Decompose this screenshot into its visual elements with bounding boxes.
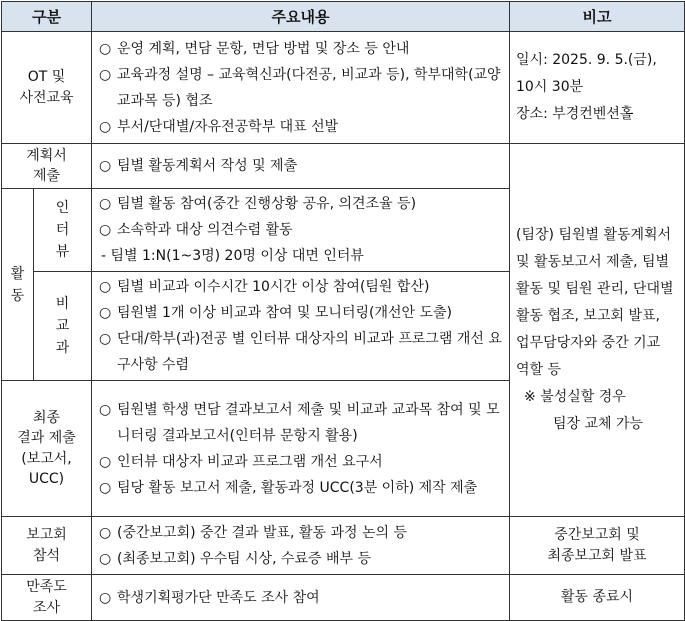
bullet-icon: ○	[99, 196, 112, 212]
row-survey	[2, 575, 685, 621]
header-category: 구분	[2, 2, 92, 32]
bullet-icon: ○	[99, 66, 112, 83]
remark-survey: 활동 종료시	[510, 575, 685, 621]
list-item: ○ 소속학과 대상 의견수렴 활동	[99, 217, 503, 243]
bullet-icon: ○	[99, 550, 112, 567]
row-plan	[2, 144, 685, 189]
list-item: ○ 단대/학부(과)전공 별 인터뷰 대상자의 비교과 프로그램 개선 요구사항 수렴	[99, 326, 503, 378]
content-interview	[92, 189, 510, 272]
program-table	[1, 1, 685, 621]
list-item: ○ 팀당 활동 보고서 제출, 활동과정 UCC(3분 이하) 제작 제출	[99, 475, 503, 501]
remark-report: 중간보고회 및 최종보고회 발표	[510, 517, 685, 575]
list-item: ○ 팀별 활동 참여(중간 진행상황 공유, 의견조율 등)	[99, 191, 503, 217]
content-extracurricular	[92, 272, 510, 381]
bullet-icon: ○	[99, 479, 112, 496]
dash-item: - 팀별 1:N(1~3명) 20명 이상 대면 인터뷰	[101, 248, 364, 264]
content-survey	[92, 575, 510, 621]
bullet-icon: ○	[99, 401, 112, 418]
bullet-icon: ○	[99, 222, 112, 238]
bullet-icon: ○	[99, 40, 112, 57]
list-item: ○ 인터뷰 대상자 비교과 프로그램 개선 요구서	[99, 449, 503, 475]
remark-shared: (팀장) 팀원별 활동계획서 및 활동보고서 제출, 팀별 활동 및 팀원 관리, 단대별 활동 협조, 보고회 발표, 업무담당자와 중간 기교 역할 등 ※ 불성실할 경우 팀장 교체 가능	[510, 144, 685, 517]
row-report	[2, 517, 685, 575]
header-row	[2, 2, 685, 32]
list-item: ○ 운영 계획, 면담 문항, 면담 방법 및 장소 등 안내	[99, 36, 503, 62]
content-plan	[92, 144, 510, 189]
list-item: ○ 팀원별 1개 이상 비교과 참여 및 모니터링(개선안 도출)	[99, 300, 503, 326]
header-remark: 비고	[510, 2, 685, 32]
bullet-icon: ○	[99, 118, 112, 135]
bullet-icon: ○	[99, 331, 112, 347]
category-survey: 만족도 조사	[2, 575, 92, 621]
list-item: ○ 학생기획평가단 만족도 조사 참여	[99, 585, 503, 611]
bullet-icon: ○	[99, 524, 112, 541]
category-plan: 계획서 제출	[2, 144, 92, 189]
remark-ot: 일시: 2025. 9. 5.(금), 10시 30분 장소: 부경컨벤션홀	[510, 32, 685, 144]
content-final	[92, 381, 510, 517]
bullet-icon: ○	[99, 158, 112, 174]
category-final: 최종 결과 제출 (보고서, UCC)	[2, 381, 92, 517]
list-item: ○ (중간보고회) 중간 결과 발표, 활동 과정 논의 등	[99, 520, 503, 546]
list-item: ○ 팀별 활동계획서 작성 및 제출	[99, 153, 503, 179]
subcategory-extracurricular: 비 교 과	[34, 272, 92, 381]
list-item: ○ 교육과정 설명 – 교육혁신과(다전공, 비교과 등), 학부대학(교양교과목 등) 협조	[99, 62, 503, 114]
list-item: ○ 부서/단대별/자유전공학부 대표 선발	[99, 114, 503, 140]
list-item: ○ 팀별 비교과 이수시간 10시간 이상 참여(팀원 합산)	[99, 274, 503, 300]
subcategory-interview: 인 터 뷰	[34, 189, 92, 272]
bullet-icon: ○	[99, 279, 112, 295]
content-ot	[92, 32, 510, 144]
bullet-icon: ○	[99, 453, 112, 470]
list-item: ○ 팀원별 학생 면담 결과보고서 제출 및 비교과 교과목 참여 및 모니터링 결과보고서(인터뷰 문항지 활용)	[99, 397, 503, 449]
category-activity: 활 동	[2, 189, 34, 381]
category-report: 보고회 참석	[2, 517, 92, 575]
header-content: 주요내용	[92, 2, 510, 32]
note-mark: ※ 불성실할 경우	[524, 389, 626, 405]
content-report	[92, 517, 510, 575]
row-ot	[2, 32, 685, 144]
category-ot: OT 및 사전교육	[2, 32, 92, 144]
bullet-icon: ○	[99, 305, 112, 321]
list-item: ○ (최종보고회) 우수팀 시상, 수료증 배부 등	[99, 546, 503, 572]
bullet-icon: ○	[99, 589, 112, 606]
